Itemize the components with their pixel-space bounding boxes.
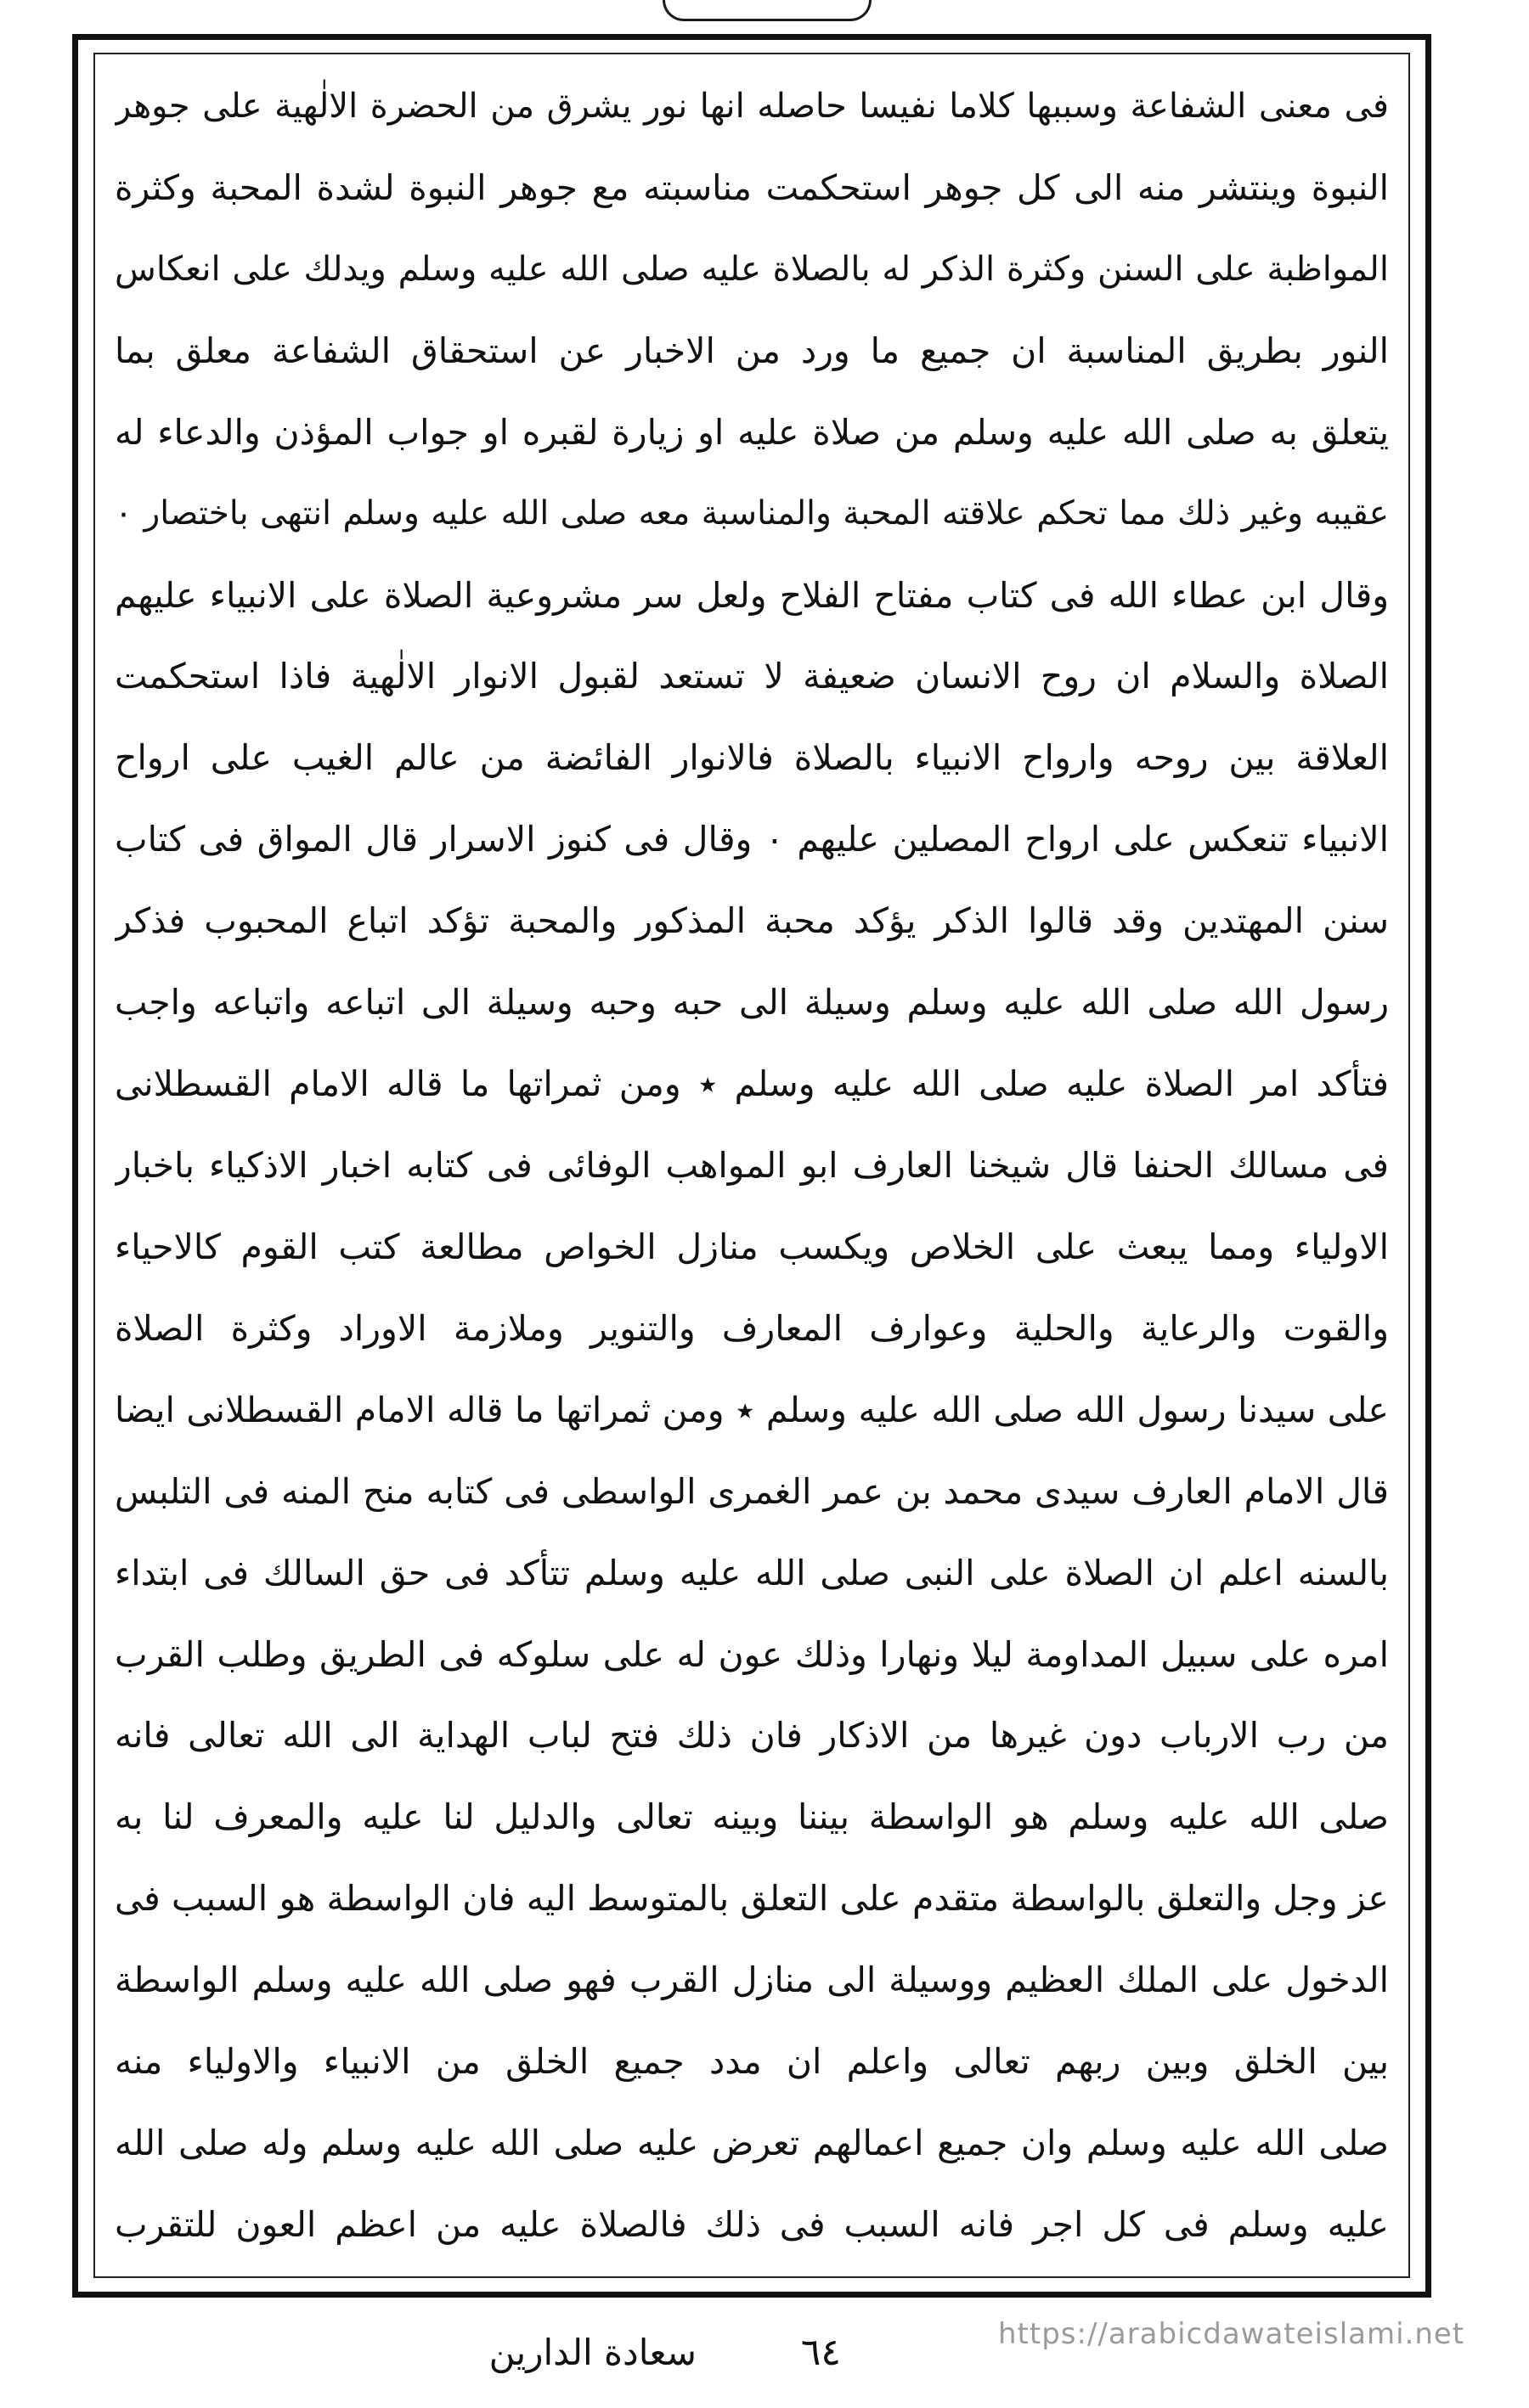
text-line: قال الامام العارف سيدى محمد بن عمر الغمرى الواسطى فى كتابه منح المنه فى التلبس [115, 1470, 1389, 1512]
text-line: سنن المهتدين وقد قالوا الذكر يؤكد محبة المذكور والمحبة تؤكد اتباع المحبوب فذكر [115, 900, 1389, 942]
top-ornament [663, 0, 872, 21]
text-line: والقوت والرعاية والحلية وعوارف المعارف والتنوير وملازمة الاوراد وكثرة الصلاة [115, 1307, 1389, 1349]
text-line: الاولياء ومما يبعث على الخلاص ويكسب منازل الخواص مطالعة كتب القوم كالاحياء [115, 1226, 1389, 1267]
text-line: النور بطريق المناسبة ان جميع ما ورد من الاخبار عن استحقاق الشفاعة معلق بما [115, 330, 1389, 371]
book-title: سعادة الدارين [488, 2332, 697, 2373]
text-line: من رب الارباب دون غيرها من الاذكار فان ذلك فتح لباب الهداية الى الله تعالى فانه [115, 1715, 1389, 1757]
text-line: النبوة وينتشر منه الى كل جوهر استحكمت مناسبته مع جوهر النبوة لشدة المحبة وكثرة [115, 166, 1389, 208]
text-line: وقال ابن عطاء الله فى كتاب مفتاح الفلاح ولعل سر مشروعية الصلاة على الانبياء عليهم [115, 574, 1389, 616]
text-line: صلى الله عليه وسلم هو الواسطة بيننا وبينه تعالى والدليل لنا عليه والمعرف لنا به [115, 1796, 1389, 1838]
text-line: فى مسالك الحنفا قال شيخنا العارف ابو المواهب الوفائى فى كتابه اخبار الاذكياء باخبار [115, 1144, 1389, 1186]
text-line: امره على سبيل المداومة ليلا ونهارا وذلك عون له على سلوكه فى الطريق وطلب القرب [115, 1633, 1389, 1675]
text-line: الانبياء تنعكس على ارواح المصلين عليهم ٠ وقال فى كنوز الاسرار قال المواق فى كتاب [115, 819, 1389, 860]
page-number: ٦٤ [800, 2331, 841, 2374]
text-line: على سيدنا رسول الله صلى الله عليه وسلم ٭ ومن ثمراتها ما قاله الامام القسطلانى ايضا [115, 1389, 1389, 1430]
text-line: الدخول على الملك العظيم ووسيلة الى منازل القرب فهو صلى الله عليه وسلم الواسطة [115, 1960, 1389, 2001]
text-line: بين الخلق وبين ربهم تعالى واعلم ان مدد جميع الخلق من الانبياء والاولياء منه [115, 2041, 1389, 2083]
text-line: العلاقة بين روحه وارواح الانبياء بالصلاة فالانوار الفائضة من عالم الغيب على ارواح [115, 737, 1389, 779]
text-line: عليه وسلم فى كل اجر فانه السبب فى ذلك فالصلاة عليه من اعظم العون للتقرب [115, 2203, 1389, 2245]
text-line: عقيبه وغير ذلك مما تحكم علاقته المحبة والمناسبة معه صلى الله عليه وسلم انتهى باختصار ٠ [115, 493, 1389, 533]
body-text [115, 70, 1389, 2261]
text-line: الصلاة والسلام ان روح الانسان ضعيفة لا تستعد لقبول الانوار الالٰهية فاذا استحكمت [115, 656, 1389, 697]
text-line: فتأكد امر الصلاة عليه صلى الله عليه وسلم ٭ ومن ثمراتها ما قاله الامام القسطلانى [115, 1063, 1389, 1105]
text-line: بالسنه اعلم ان الصلاة على النبى صلى الله عليه وسلم تتأكد فى حق السالك فى ابتداء [115, 1552, 1389, 1593]
text-line: المواظبة على السنن وكثرة الذكر له بالصلاة عليه صلى الله عليه وسلم ويدلك على انعكاس [115, 249, 1389, 289]
text-line: يتعلق به صلى الله عليه وسلم من صلاة عليه او زيارة لقبره او جواب المؤذن والدعاء له [115, 411, 1389, 453]
text-line: صلى الله عليه وسلم وان جميع اعمالهم تعرض عليه صلى الله عليه وسلم وله صلى الله [115, 2123, 1389, 2164]
text-line: عز وجل والتعلق بالواسطة متقدم على التعلق بالمتوسط اليه فان الواسطة هو السبب فى [115, 1878, 1389, 1920]
text-line: فى معنى الشفاعة وسببها كلاما نفيسا حاصله انها نور يشرق من الحضرة الالٰهية على جوهر [115, 87, 1389, 126]
text-line: رسول الله صلى الله عليه وسلم وسيلة الى حبه وحبه وسيلة الى اتباعه واتباعه واجب [115, 982, 1389, 1024]
watermark-url: https://arabicdawateislami.net [998, 2317, 1465, 2351]
